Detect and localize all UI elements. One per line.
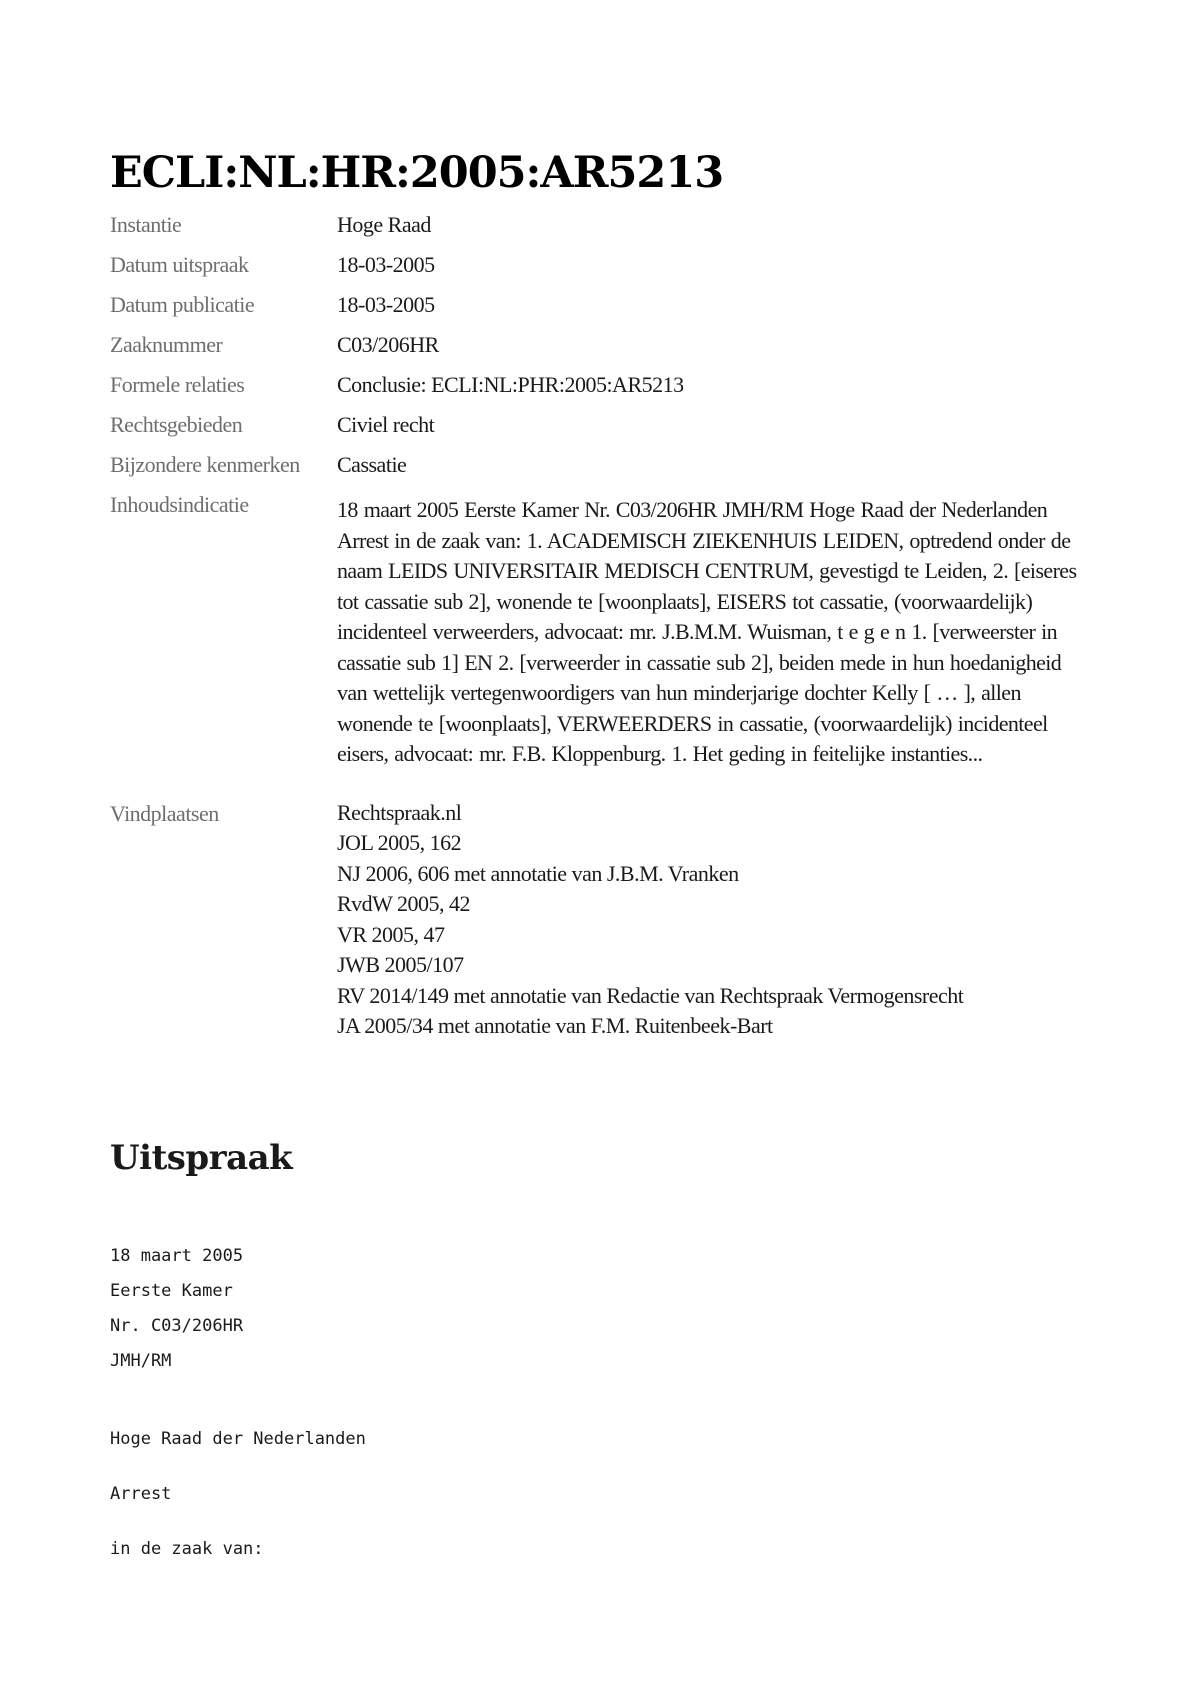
formele-relaties-link[interactable]: Conclusie: ECLI:NL:PHR:2005:AR5213	[337, 372, 684, 397]
vindplaats-item: RvdW 2005, 42	[337, 891, 471, 916]
vindplaats-item: VR 2005, 47	[337, 921, 445, 947]
meta-label: Inhoudsindicatie	[110, 492, 249, 517]
uitspraak-nummer: Nr. C03/206HR	[110, 1316, 244, 1336]
uitspraak-kamer: Eerste Kamer	[110, 1281, 233, 1301]
meta-row-instantie	[110, 205, 1110, 245]
meta-label: Rechtsgebieden	[110, 412, 243, 437]
meta-value: Hoge Raad	[337, 212, 431, 237]
meta-value: 18-03-2005	[337, 252, 435, 277]
meta-row-datum-publicatie	[110, 285, 1110, 325]
meta-row-rechtsgebieden	[110, 405, 1110, 445]
uitspraak-initialen: JMH/RM	[110, 1351, 172, 1371]
meta-label: Zaaknummer	[110, 332, 223, 357]
vindplaats-item: Rechtspraak.nl	[337, 799, 462, 825]
meta-value: Cassatie	[337, 452, 407, 477]
meta-label: Bijzondere kenmerken	[110, 452, 300, 477]
meta-row-zaaknummer	[110, 325, 1110, 365]
uitspraak-court: Hoge Raad der Nederlanden	[110, 1429, 366, 1449]
vindplaats-item: JA 2005/34 met annotatie van F.M. Ruitenbeek-Bart	[337, 1013, 773, 1038]
meta-value: 18-03-2005	[337, 292, 435, 317]
meta-label: Instantie	[110, 212, 182, 237]
meta-row-formele-relaties	[110, 365, 1110, 405]
uitspraak-heading: Uitspraak	[110, 1138, 293, 1178]
meta-value: Civiel recht	[337, 412, 435, 437]
inhoudsindicatie-text: 18 maart 2005 Eerste Kamer Nr. C03/206HR JMH/RM Hoge Raad der Nederlanden Arrest in de zaak van: 1. ACADEMISCH ZIEKENHUIS LEIDEN, optredend onder de naam LEIDS UNIVERSITAIR MEDISCH CENTRUM, gevestigd te Leiden, 2. [eiseres tot cassatie sub 2], wonende te [woonplaats], EISERS tot cassatie, (voorwaardelijk) incidenteel verweerders, advocaat: mr. J.B.M.M. Wuisman, t e g e n 1. [verweerster in cassatie sub 1] EN 2. [verweerder in cassatie sub 2], beiden mede in hun hoedanigheid van wettelijk vertegenwoordigers van hun minderjarige dochter Kelly [ … ], allen wonende te [woonplaats], VERWEERDERS in cassatie, (voorwaardelijk) incidenteel eisers, advocaat: mr. F.B. Kloppenburg. 1. Het geding in feitelijke instanties...	[337, 497, 1077, 766]
meta-row-bijzondere-kenmerken	[110, 445, 1110, 485]
inhoudsindicatie-cell	[337, 485, 1110, 770]
meta-row-vindplaatsen	[110, 794, 1110, 1042]
meta-row-datum-uitspraak	[110, 245, 1110, 285]
uitspraak-date: 18 maart 2005	[110, 1246, 244, 1266]
vindplaats-item: RV 2014/149 met annotatie van Redactie van Rechtspraak Vermogensrecht	[337, 982, 964, 1008]
meta-label: Datum publicatie	[110, 292, 255, 317]
vindplaats-item: JOL 2005, 162	[337, 830, 462, 855]
meta-label: Datum uitspraak	[110, 252, 249, 277]
meta-label: Formele relaties	[110, 372, 245, 397]
uitspraak-type: Arrest	[110, 1484, 172, 1504]
meta-value: C03/206HR	[337, 332, 439, 357]
meta-row-inhoudsindicatie	[110, 485, 1110, 770]
uitspraak-intro: in de zaak van:	[110, 1539, 264, 1559]
vindplaats-item: JWB 2005/107	[337, 952, 464, 977]
meta-label: Vindplaatsen	[110, 800, 219, 826]
vindplaats-item: NJ 2006, 606 met annotatie van J.B.M. Vranken	[337, 860, 739, 886]
metadata-table	[110, 205, 1110, 1042]
vindplaatsen-list	[337, 794, 1110, 1042]
document-title: ECLI:NL:HR:2005:AR5213	[110, 148, 724, 198]
